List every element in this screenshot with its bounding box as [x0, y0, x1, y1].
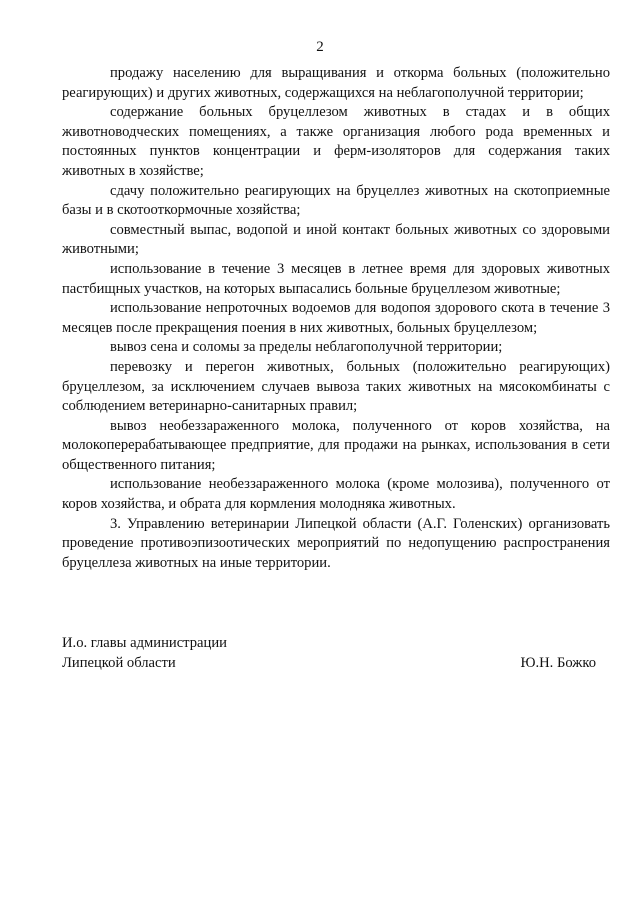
signature-block — [62, 634, 610, 673]
document-body — [62, 64, 610, 573]
signatory-position-line2: Липецкой области — [62, 654, 176, 671]
paragraph-delivery-ban: сдачу положительно реагирующих на бруцеллез животных на скотоприемные базы и в скотооткормочные хозяйства; — [62, 182, 610, 219]
paragraph-milk-export-ban: вывоз необеззараженного молока, полученного от коров хозяйства, на молокоперерабатывающее предприятие, для продажи на рынках, использования в сети общественного питания; — [62, 417, 610, 473]
page-number: 2 — [316, 39, 324, 55]
paragraph-sale-ban: продажу населению для выращивания и откорма больных (положительно реагирующих) и других животных, содержащихся на неблагополучной территории; — [62, 65, 610, 101]
paragraph-transport-ban: перевозку и перегон животных, больных (положительно реагирующих) бруцеллезом, за исключением случаев вывоза таких животных на мясокомбинаты с соблюдением ветеринарно-санитарных правил; — [62, 358, 610, 415]
paragraph-item-3: 3. Управлению ветеринарии Липецкой области (А.Г. Голенских) организовать проведение противоэпизоотических мероприятий по недопущению распространения бруцеллеза животных на иные территории. — [62, 515, 610, 571]
paragraph-joint-grazing-ban: совместный выпас, водопой и иной контакт больных животных со здоровыми животными; — [62, 221, 610, 258]
paragraph-milk-use-ban: использование необеззараженного молока (кроме молозива), полученного от коров хозяйства, и обрата для кормления молодняка животных. — [62, 476, 610, 513]
paragraph-water-use-ban: использование непроточных водоемов для водопоя здорового скота в течение 3 месяцев после прекращения поения в них животных, больных бруцеллезом; — [62, 300, 610, 336]
signatory-position — [62, 634, 227, 673]
signatory-name: Ю.Н. Божко — [520, 654, 596, 671]
signatory-position-line1: И.о. главы администрации — [62, 635, 227, 651]
paragraph-keeping-ban: содержание больных бруцеллезом животных в стадах и в общих животноводческих помещениях, а также организация любого рода временных и постоянных пунктов концентрации и ферм-изоляторов для содержания таких животных в хозяйстве; — [62, 104, 610, 179]
paragraph-hay-export-ban: вывоз сена и соломы за пределы неблагополучной территории; — [110, 339, 503, 356]
paragraph-pasture-use-ban: использование в течение 3 месяцев в летнее время для здоровых животных пастбищных участков, на которых выпасались больные бруцеллезом животные; — [62, 260, 610, 297]
